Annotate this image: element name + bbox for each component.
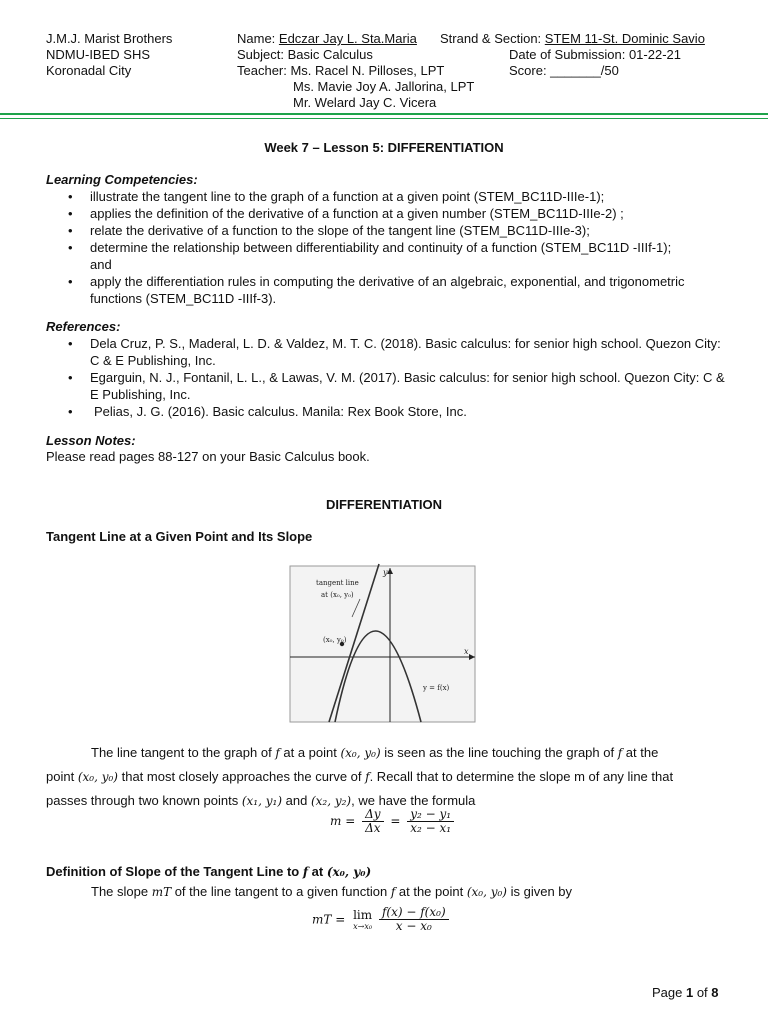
lesson-title: Week 7 – Lesson 5: DIFFERENTIATION (264, 140, 504, 155)
figure-frame (290, 566, 475, 722)
limit-operator: lim x→x₀ (353, 907, 373, 931)
teacher-3: Mr. Welard Jay C. Vicera (293, 95, 437, 110)
tangent-paragraph (46, 741, 736, 813)
school-department: NDMU-IBED SHS (46, 47, 151, 62)
point-label: (x₀, y₀) (323, 636, 347, 644)
difference-fraction: $\frac{\text{y₂ − y₁}}{\text{x₂ − x₁}}$ (407, 808, 454, 835)
point-x1-y1: (x₁, y₁) (241, 794, 283, 808)
list-item: • illustrate the tangent line to the graph of a function at a given point (STEM_BC11D-IIIe-1); (46, 188, 736, 205)
list-item: • determine the relationship between differentiability and continuity of a function (STEM_BC11D -IIIf-1); and (46, 239, 736, 273)
paragraph-line: passes through two known points (x₁, y₁) and (x₂, y₂), we have the formula (46, 793, 476, 808)
tangent-slope-formula: mT = lim x→x₀ $\frac{\text{f(x) − f(x₀)}}{\text{x − x₀}}$ (312, 906, 452, 933)
submission-date: Date of Submission: 01-22-21 (509, 47, 681, 62)
list-item: • Pelias, J. G. (2016). Basic calculus. Manila: Rex Book Store, Inc. (46, 403, 726, 420)
x-axis-label: x (464, 647, 469, 656)
page-number: 1 (685, 985, 694, 1000)
list-item: • applies the definition of the derivative of a function at a given number (STEM_BC11D-IIIe-2) ; (46, 205, 736, 222)
competencies-heading: Learning Competencies: (46, 172, 198, 187)
page-indicator: Page 1 of 8 (652, 985, 719, 1000)
teacher-2: Ms. Mavie Joy A. Jallorina, LPT (293, 79, 475, 94)
strand-label: Strand & Section: (440, 31, 545, 46)
difference-quotient: $\frac{\text{f(x) − f(x₀)}}{\text{x − x₀}}$ (379, 906, 449, 933)
student-name (237, 31, 417, 47)
tangent-line-figure (287, 562, 477, 724)
references-heading: References: (46, 319, 121, 334)
header-divider-thin (0, 118, 768, 119)
notes-heading: Lesson Notes: (46, 433, 136, 448)
paragraph-line: point (x₀, y₀) that most closely approaches the curve of f. Recall that to determine the slope m of any line that (46, 769, 674, 784)
function-f: f (390, 885, 396, 899)
strand-section (440, 31, 705, 47)
delta-fraction: $\frac{\Delta y}{\Delta x}$ (362, 808, 383, 835)
definition-text: The slope mT of the line tangent to a given function f at the point (x₀, y₀) is given by (91, 884, 573, 899)
y-axis-label: y (383, 568, 388, 577)
subject: Subject: Basic Calculus (237, 47, 373, 62)
point-x2-y2: (x₂, y₂) (310, 794, 352, 808)
tangent-at-label: at (x₀, y₀) (321, 591, 354, 599)
function-f: f (365, 770, 370, 784)
subsection-title: Tangent Line at a Given Point and Its Slope (46, 529, 313, 544)
competencies-list (46, 188, 736, 307)
slope-formula: m = $\frac{\Delta y}{\Delta x}$ = $\frac{\text{y₂ − y₁}}{\text{x₂ − x₁}}$ (330, 808, 457, 835)
strand-value: STEM 11-St. Dominic Savio (544, 31, 705, 46)
list-item: • Egarguin, N. J., Fontanil, L. L., & Lawas, V. M. (2017). Basic calculus: for senior high school. Quezon City: C & E Publishing, Inc. (46, 369, 726, 403)
point-x0-y0: (x₀, y₀) (77, 770, 118, 784)
point-x0-y0: (x₀, y₀) (466, 885, 507, 899)
slope-mt: mT (151, 885, 172, 899)
point-x0-y0: (x₀, y₀) (340, 746, 381, 760)
definition-title: Definition of Slope of the Tangent Line to f at (x₀, y₀) (46, 864, 372, 879)
tangent-label: tangent line (316, 579, 359, 587)
name-value: Edczar Jay L. Sta.Maria (278, 31, 417, 46)
notes-text: Please read pages 88-127 on your Basic Calculus book. (46, 449, 370, 464)
paragraph-line: The line tangent to the graph of f at a point (x₀, y₀) is seen as the line touching the graph of f at the (91, 745, 659, 760)
school-city: Koronadal City (46, 63, 132, 78)
figure-graph (287, 562, 477, 724)
school-name: J.M.J. Marist Brothers (46, 31, 173, 46)
references-list (46, 335, 726, 420)
function-f: f (617, 746, 623, 760)
list-item: • relate the derivative of a function to the slope of the tangent line (STEM_BC11D-IIIe-3); (46, 222, 736, 239)
name-label: Name: (237, 31, 279, 46)
page-total: 8 (711, 985, 719, 1000)
list-item: • apply the differentiation rules in computing the derivative of an algebraic, exponential, and trigonometric functions (STEM_BC11D -IIIf-3). (46, 273, 736, 307)
header-divider-thick (0, 113, 768, 115)
teacher: Teacher: Ms. Racel N. Pilloses, LPT (237, 63, 445, 78)
score: Score: _______/50 (509, 63, 619, 78)
section-title: DIFFERENTIATION (325, 497, 443, 512)
curve-label: y = f(x) (423, 684, 450, 692)
function-f: f (275, 746, 280, 760)
list-item: • Dela Cruz, P. S., Maderal, L. D. & Valdez, M. T. C. (2018). Basic calculus: for senior high school. Quezon City: C & E Publishing, Inc. (46, 335, 726, 369)
